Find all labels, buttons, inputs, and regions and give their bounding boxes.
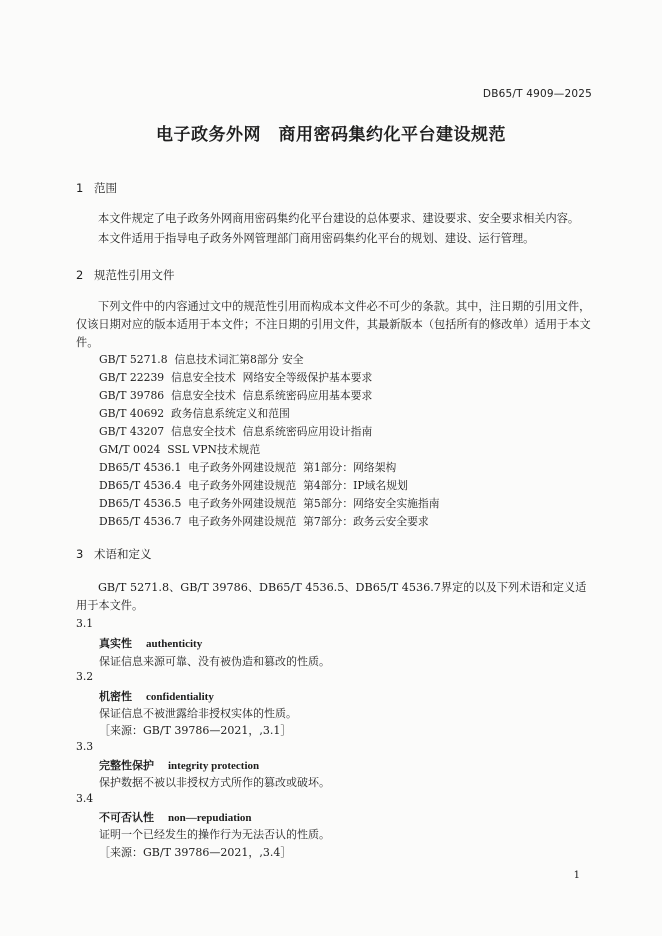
term-name-zh: 真实性 <box>99 637 132 650</box>
page-number: 1 <box>573 870 580 881</box>
reference-item: GB/T 39786 信息安全技术 信息系统密码应用基本要求 <box>99 389 373 402</box>
section-title: 规范性引用文件 <box>94 268 175 282</box>
section-title: 术语和定义 <box>94 547 152 561</box>
reference-item: GB/T 5271.8 信息技术词汇第8部分 安全 <box>99 353 304 366</box>
term-name <box>99 688 214 704</box>
reference-item: DB65/T 4536.4 电子政务外网建设规范 第4部分：IP域名规划 <box>99 479 408 492</box>
reference-item: GB/T 22239 信息安全技术 网络安全等级保护基本要求 <box>99 371 373 384</box>
term-name-en: confidentiality <box>146 691 214 703</box>
term-name-zh: 不可否认性 <box>99 811 154 824</box>
section-number: 1 <box>76 181 84 195</box>
term-name-en: authenticity <box>146 638 203 650</box>
reference-item: DB65/T 4536.7 电子政务外网建设规范 第7部分：政务云安全要求 <box>99 515 429 528</box>
term-name-en: non—repudiation <box>168 812 252 824</box>
term-source: ［来源：GB/T 39786—2021，,3.4］ <box>99 846 292 859</box>
term-definition: 保护数据不被以非授权方式所作的篡改或破坏。 <box>99 776 330 789</box>
term-definition: 保证信息来源可靠、没有被伪造和篡改的性质。 <box>99 655 330 668</box>
term-name-zh: 完整性保护 <box>99 759 154 772</box>
scope-paragraph-1: 本文件规定了电子政务外网商用密码集约化平台建设的总体要求、建设要求、安全要求相关内容。 <box>98 212 580 225</box>
term-name <box>99 809 252 825</box>
reference-item: DB65/T 4536.1 电子政务外网建设规范 第1部分：网络架构 <box>99 461 397 474</box>
term-definition: 证明一个已经发生的操作行为无法否认的性质。 <box>99 828 330 841</box>
reference-item: GB/T 43207 信息安全技术 信息系统密码应用设计指南 <box>99 425 373 438</box>
term-name <box>99 635 202 651</box>
term-name-en: integrity protection <box>168 760 260 772</box>
term-definition: 保证信息不被泄露给非授权实体的性质。 <box>99 707 297 720</box>
reference-item: GM/T 0024 SSL VPN技术规范 <box>99 443 261 456</box>
term-number: 3.4 <box>76 792 94 805</box>
term-number: 3.2 <box>76 670 94 683</box>
scope-paragraph-2: 本文件适用于指导电子政务外网管理部门商用密码集约化平台的规划、建设、运行管理。 <box>98 232 535 245</box>
term-name <box>99 757 259 773</box>
document-id: DB65/T 4909—2025 <box>482 88 592 100</box>
term-source: ［来源：GB/T 39786—2021，,3.1］ <box>99 724 292 737</box>
section-number: 3 <box>76 547 84 561</box>
section-1-heading <box>76 180 117 196</box>
document-title: 电子政务外网 商用密码集约化平台建设规范 <box>156 125 506 145</box>
reference-item: GB/T 40692 政务信息系统定义和范围 <box>99 407 290 420</box>
section-number: 2 <box>76 268 84 282</box>
term-name-zh: 机密性 <box>99 690 132 703</box>
section-2-heading <box>76 267 175 283</box>
normative-references-intro: 下列文件中的内容通过文中的规范性引用而构成本文件必不可少的条款。其中，注日期的引用文件，仅该日期对应的版本适用于本文件；不注日期的引用文件，其最新版本（包括所有的修改单）适用于本文件。 <box>76 300 591 349</box>
term-number: 3.1 <box>76 617 94 630</box>
section-title: 范围 <box>94 181 117 195</box>
term-number: 3.3 <box>76 740 94 753</box>
reference-item: DB65/T 4536.5 电子政务外网建设规范 第5部分：网络安全实施指南 <box>99 497 440 510</box>
terms-intro: GB/T 5271.8、GB/T 39786、DB65/T 4536.5、DB65/T 4536.7界定的以及下列术语和定义适用于本文件。 <box>76 581 587 612</box>
section-3-heading <box>76 546 152 562</box>
